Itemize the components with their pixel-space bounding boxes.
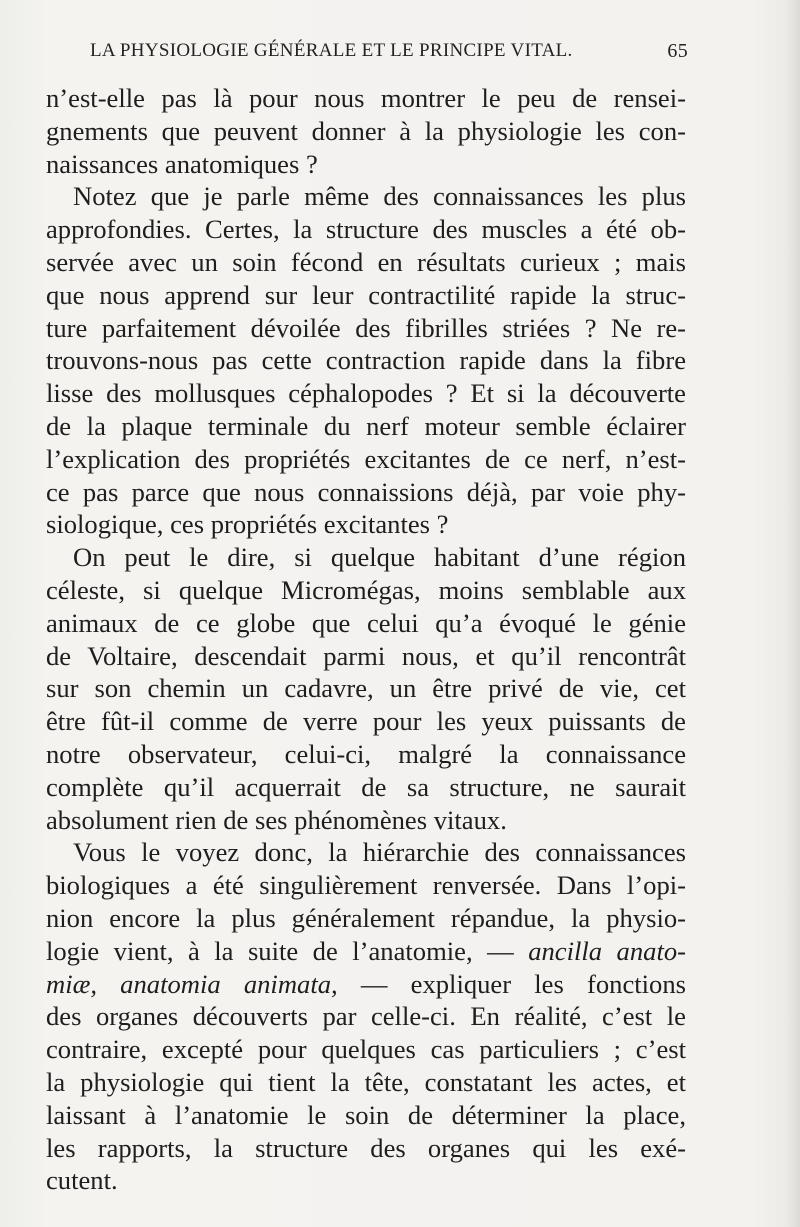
text-line: servée avec un soin fécond en résultats curieux ; mais xyxy=(46,246,686,277)
text-line: biologiques a été singulièrement renversée. Dans l’opi- xyxy=(46,870,686,901)
text-line: l’explication des propriétés excitantes de ce nerf, n’est- xyxy=(46,443,686,474)
italic-phrase: ancilla anato- xyxy=(528,935,686,966)
text-line: céleste, si quelque Micromégas, moins semblable aux xyxy=(46,574,686,605)
text-line: ce pas parce que nous connaissions déjà, par voie phy- xyxy=(46,476,686,507)
text-line: laissant à l’anatomie le soin de déterminer la place, xyxy=(46,1099,686,1130)
text-line: cutent. xyxy=(46,1165,118,1196)
text-line: naissances anatomiques ? xyxy=(46,148,318,179)
text-line: approfondies. Certes, la structure des muscles a été ob- xyxy=(46,214,686,245)
text-line: n’est-elle pas là pour nous montrer le peu de rensei- xyxy=(46,83,686,113)
body-text xyxy=(46,82,686,1197)
running-title: LA PHYSIOLOGIE GÉNÉRALE ET LE PRINCIPE VITAL. xyxy=(90,40,573,61)
text-line: des organes découverts par celle-ci. En réalité, c’est le xyxy=(46,1001,686,1032)
text-line: complète qu’il acquerrait de sa structure, ne saurait xyxy=(46,771,686,802)
text-line: Vous le voyez donc, la hiérarchie des connaissances xyxy=(73,837,686,868)
text-line: gnements que peuvent donner à la physiologie les con- xyxy=(46,115,686,146)
page-header xyxy=(90,40,690,70)
text-line: sur son chemin un cadavre, un être privé de vie, cet xyxy=(46,673,686,704)
text-line: que nous apprend sur leur contractilité rapide la struc- xyxy=(46,279,686,310)
text-line: les rapports, la structure des organes qui les exé- xyxy=(46,1132,686,1163)
text-line: Notez que je parle même des connaissances les plus xyxy=(73,181,686,212)
text-line: lisse des mollusques céphalopodes ? Et si la découverte xyxy=(46,378,686,409)
text-line: contraire, excepté pour quelques cas particuliers ; c’est xyxy=(46,1034,686,1065)
italic-phrase: miæ, anatomia animata, xyxy=(46,968,338,999)
text-line: miæ, anatomia animata, — expliquer les fonctions xyxy=(46,968,686,999)
page-edge-shadow xyxy=(786,0,800,1227)
text-line: de Voltaire, descendait parmi nous, et qu’il rencontrât xyxy=(46,640,686,671)
text-line: notre observateur, celui-ci, malgré la connaissance xyxy=(46,738,686,769)
text-line: de la plaque terminale du nerf moteur semble éclairer xyxy=(46,410,686,441)
text-line: être fût-il comme de verre pour les yeux puissants de xyxy=(46,706,686,737)
text-line: logie vient, à la suite de l’anatomie, — ancilla anato- xyxy=(46,935,686,966)
text-line: trouvons-nous pas cette contraction rapide dans la fibre xyxy=(46,345,686,376)
text-line: la physiologie qui tient la tête, constatant les actes, et xyxy=(46,1066,686,1097)
text-line: animaux de ce globe que celui qu’a évoqué le génie xyxy=(46,607,686,638)
text-line: On peut le dire, si quelque habitant d’une région xyxy=(73,542,686,573)
text-line: ture parfaitement dévoilée des fibrilles striées ? Ne re- xyxy=(46,312,686,343)
text-line: siologique, ces propriétés excitantes ? xyxy=(46,509,449,540)
page-number: 65 xyxy=(667,40,688,62)
text-line: absolument rien de ses phénomènes vitaux. xyxy=(46,804,507,835)
text-line: nion encore la plus généralement répandue, la physio- xyxy=(46,902,686,933)
